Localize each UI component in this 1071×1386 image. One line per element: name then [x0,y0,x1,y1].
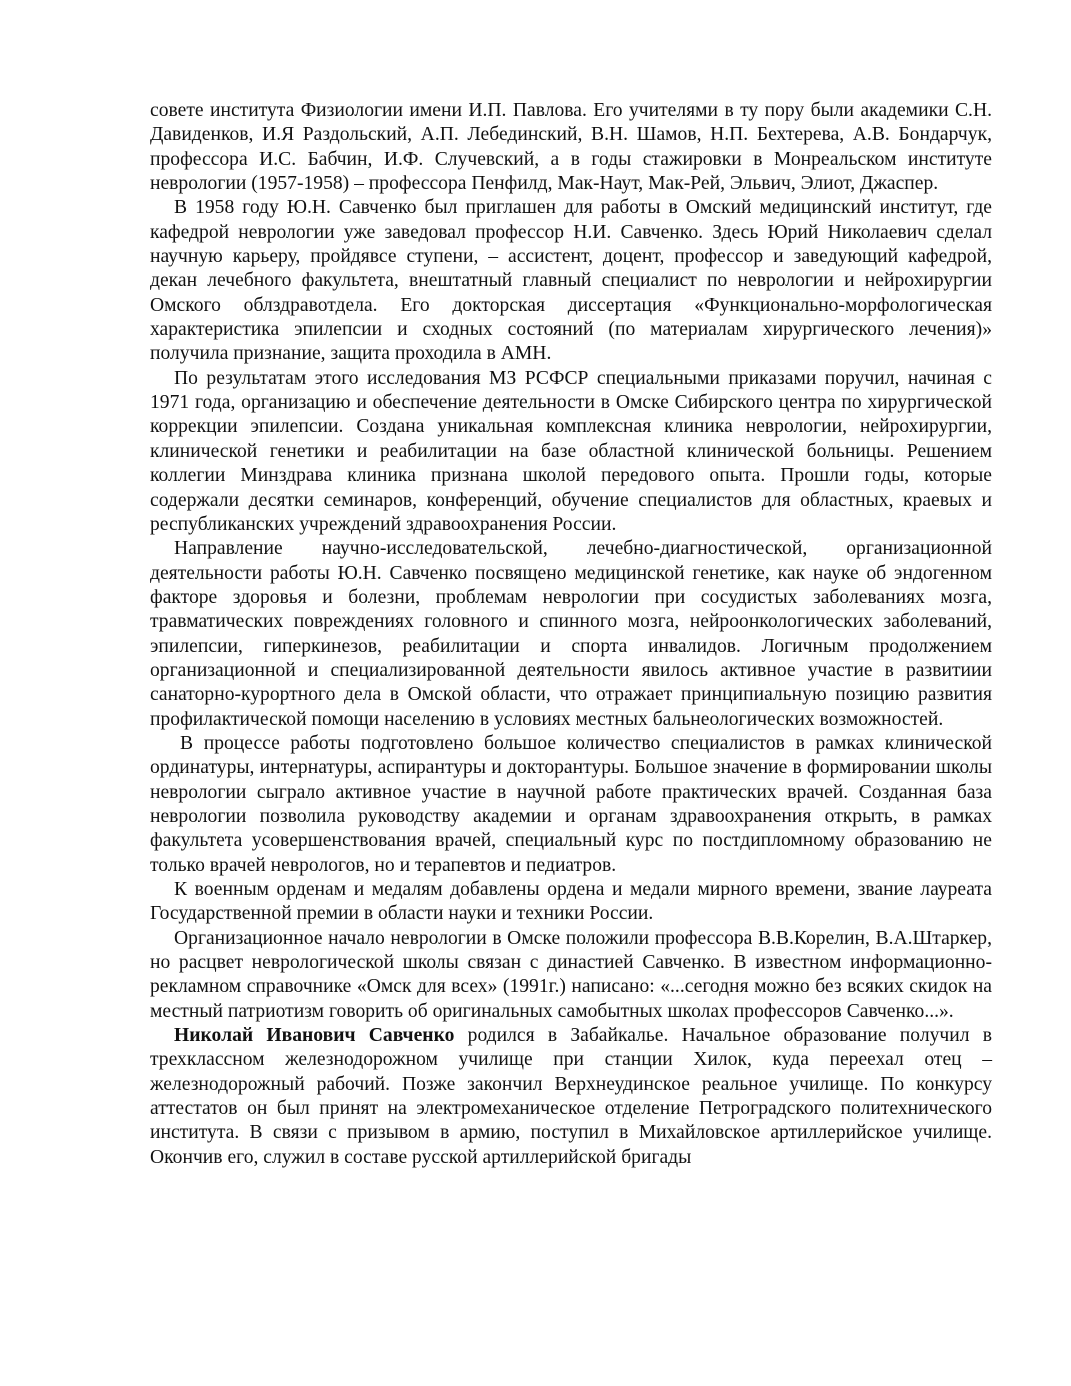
person-name: Николай Иванович Савченко [174,1025,455,1047]
paragraph-4: Направление научно-исследовательской, лечебно-диагностической, организационной деятельности работы Ю.Н. Савченко посвящено медицинской генетике, как науке об эндогенном факторе здоровья и болезни, проблемам неврологии при сосудистых заболеваниях мозга, травматических повреждениях головного и спинного мозга, нейроонкологических заболеваний, эпилепсии, гиперкинезов, реабилитации и спорта инвалидов. Логичным продолжением организационной и специализированной деятельности явилось активное участие в развитиии санаторно-курортного дела в Омской области, что отражает принципиальную позицию развития профилактической помощи населению в условиях местных бальнеологических возможностей. [150,538,992,730]
paragraph-7: Организационное начало неврологии в Омске положили профессора В.В.Корелин, В.А.Штаркер, но расцвет неврологической школы связан с династией Савченко. В известном информационно-рекламном справочнике «Омск для всех» (1991г.) написано: «...сегодня можно без всяких скидок на местный патриотизм говорить об оригинальных самобытных школах профессоров Савченко...». [150,927,992,1022]
paragraph-5: В процессе работы подготовлено большое количество специалистов в рамках клинической ординатуры, интернатуры, аспирантуры и докторантуры. Большое значение в формировании школы неврологии сыграло активное участие в научной работе практических врачей. Созданная база неврологии позволила руководству академии и органам здравоохранения открыть, в рамках факультета усовершенствования врачей, специальный курс по постдипломному образованию не только врачей неврологов, но и терапевтов и педиатров. [150,732,992,876]
document-page [150,99,992,1170]
paragraph-3: По результатам этого исследования МЗ РСФСР специальными приказами поручил, начиная с 1971 года, организацию и обеспечение деятельности в Омске Сибирского центра по хирургической коррекции эпилепсии. Создана уникальная комплексная клиника неврологии, нейрохирургии, клинической генетики и реабилитации на базе областной клинической больницы. Решением коллегии Минздрава клиника признана школой передового опыта. Прошли годы, которые содержали десятки семинаров, конференций, обучение специалистов для областных, краевых и республиканских учреждений здравоохранения России. [150,367,992,535]
paragraph-6: К военным орденам и медалям добавлены ордена и медали мирного времени, звание лауреата Государственной премии в области науки и техники России. [150,879,992,925]
paragraph-8-text: родился в Забайкалье. Начальное образование получил в трехклассном железнодорожном училище при станции Хилок, куда переехал отец – железнодорожный рабочий. Позже закончил Верхнеудинское реальное училище. По конкурсу аттестатов он был принят на электромеханическое отделение Петроградского политехнического института. В связи с призывом в армию, поступил в Михайловское артиллерийское училище. Окончив его, служил в составе русской артиллерийской бригады [150,1025,992,1168]
paragraph-1: совете института Физиологии имени И.П. Павлова. Его учителями в ту пору были академики С.Н. Давиденков, И.Я Раздольский, А.П. Лебединский, В.Н. Шамов, Н.П. Бехтерева, А.В. Бондарчук, профессора И.С. Бабчин, И.Ф. Случевский, а в годы стажировки в Монреальском институте неврологии (1957-1958) – профессора Пенфилд, Мак-Наут, Мак-Рей, Эльвич, Элиот, Джаспер. [150,100,992,195]
paragraph-8 [150,1024,992,1170]
paragraph-2: В 1958 году Ю.Н. Савченко был приглашен для работы в Омский медицинский институт, где кафедрой неврологии уже заведовал профессор Н.И. Савченко. Здесь Юрий Николаевич сделал научную карьеру, пройдявсе ступени, – ассистент, доцент, профессор и заведующий кафедрой, декан лечебного факультета, внештатный главный специалист по неврологии и нейрохирургии Омского облздравотдела. Его докторская диссертация «Функционально-морфологическая характеристика эпилепсии и сходных состояний (по материалам хирургического лечения)» получила признание, защита проходила в АМН. [150,197,992,365]
